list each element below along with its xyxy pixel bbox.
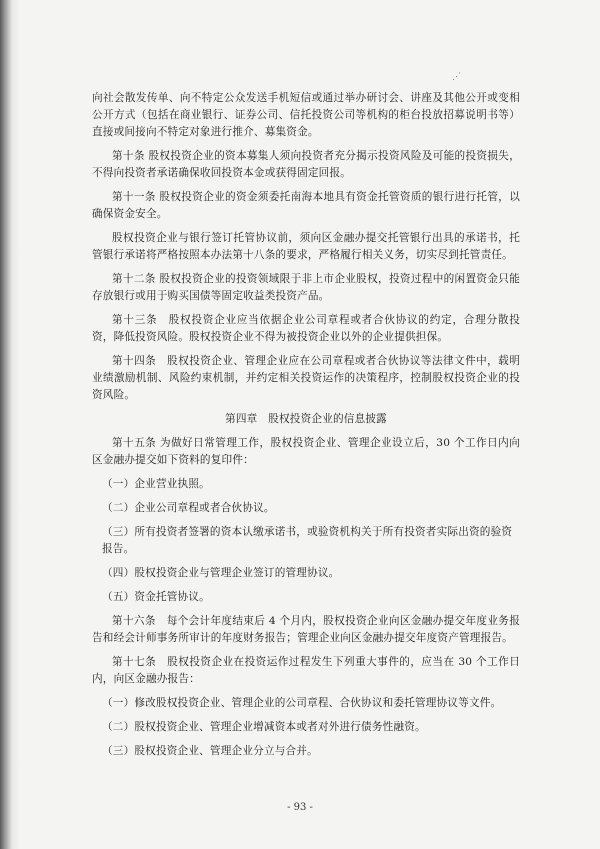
- article-12: 第十二条 股权投资企业的投资领域限于非上市企业股权，投资过程中的闲置资金只能存放银行或用于购买国债等固定收益类投资产品。: [92, 273, 520, 302]
- list-item: （五）资金托管协议。: [102, 591, 210, 603]
- list-item: （三）所有投资者签署的资本认缴承诺书，或验资机构关于所有投资者实际出资的验资报告。: [102, 526, 513, 555]
- article-11: 第十一条 股权投资企业的资金须委托南海本地具有资金托管资质的银行进行托管，以确保资金安全。: [92, 191, 520, 220]
- article-17: 第十七条 股权投资企业在投资运作过程发生下列重大事件的，应当在 30 个工作日内，向区金融办报告：: [92, 656, 520, 685]
- list-item: （二）股权投资企业、管理企业增减资本或者对外进行债务性融资。: [102, 721, 426, 733]
- article-14: 第十四条 股权投资企业、管理企业应在公司章程或者合伙协议等法律文件中，载明业绩激励机制、风险约束机制，并约定相关投资运作的决策程序，控制股权投资企业的投资风险。: [92, 355, 520, 401]
- list-item: （四）股权投资企业与管理企业签订的管理协议。: [102, 567, 340, 579]
- page-number: - 93 -: [287, 802, 313, 813]
- article-11-clause: 股权投资企业与银行签订托管协议前，须向区金融办提交托管银行出具的承诺书，托管银行承诺将严格按照本办法第十八条的要求，严格履行相关义务，切实尽到托管责任。: [92, 232, 520, 261]
- article-15: 第十五条 为做好日常管理工作，股权投资企业、管理企业设立后，30 个工作日内向区金融办提交如下资料的复印件：: [92, 437, 520, 466]
- article-10: 第十条 股权投资企业的资本募集人须向投资者充分揭示投资风险及可能的投资损失，不得向投资者承诺确保收回投资本金或获得固定回报。: [92, 150, 520, 179]
- article-13: 第十三条 股权投资企业应当依据企业公司章程或者合伙协议的约定，合理分散投资，降低投资风险。股权投资企业不得为被投资企业以外的企业提供担保。: [92, 314, 520, 343]
- list-item: （一）修改股权投资企业、管理企业的公司章程、合伙协议和委托管理协议等文件。: [102, 697, 502, 709]
- chapter-heading: 第四章 股权投资企业的信息披露: [225, 413, 387, 425]
- list-item: （三）股权投资企业、管理企业分立与合并。: [102, 745, 318, 757]
- list-item: （二）企业公司章程或者合伙协议。: [102, 502, 275, 514]
- article-16: 第十六条 每个会计年度结束后 4 个月内，股权投资企业向区金融办提交年度业务报告和经会计师事务所审计的年度财务报告；管理企业向区金融办提交年度资产管理报告。: [92, 615, 520, 644]
- scan-mark: ⋰: [452, 72, 461, 82]
- paragraph-continued: 向社会散发传单、向不特定公众发送手机短信或通过举办研讨会、讲座及其他公开或变相公开方式（包括在商业银行、证券公司、信托投资公司等机构的柜台投放招募说明书等）直接或间接向不特定对象进行推介、募集资金。: [92, 92, 520, 138]
- document-body: [92, 90, 520, 767]
- list-item: （一）企业营业执照。: [102, 478, 210, 490]
